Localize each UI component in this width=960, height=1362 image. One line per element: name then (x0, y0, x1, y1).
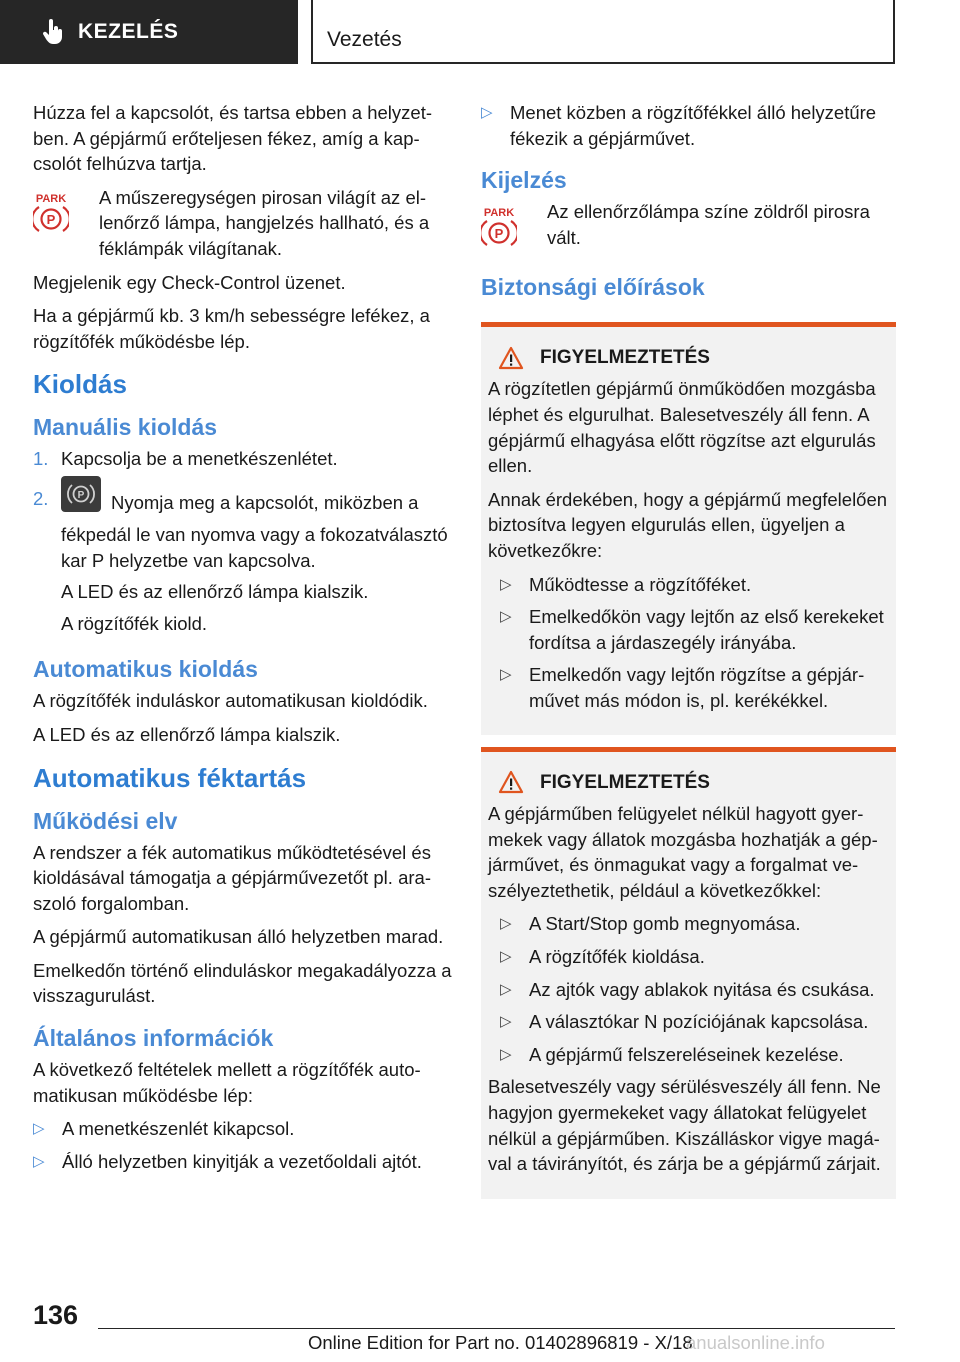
warning-box (481, 322, 896, 735)
icon-text: A műszeregységen pirosan világít az ellenőrző lámpa, hangjelzés hallható, és a féklámpák világítanak. (99, 186, 430, 259)
warning-triangle-icon (498, 346, 524, 370)
paragraph: A rögzítetlen gépjármű önműködően mozgásba léphet és elgurulhat. Balesetveszély áll fenn. A gépjármű elhagyása előtt rögzítse azt elgurulás ellen. (488, 378, 876, 477)
triangle-bullet-icon: ▷ (33, 1120, 45, 1138)
left-column (33, 100, 453, 1181)
list-item: ▷ Az ajtók vagy ablakok nyitása és csukása. (488, 977, 889, 1003)
chapter-title: Vezetés (327, 28, 402, 51)
paragraph: A rendszer a fék automatikus működtetésével és kioldásával támogatja a gépjárművezetőt pl. araszoló forgalomban. (33, 841, 431, 914)
paragraph: A gépjárműben felügyelet nélkül hagyott gyermekek vagy állatok mozgásba hozhatják a gépjárművet, és önmagukat vagy a forgalmat veszélyeztethetik, például a következőkkel: (488, 803, 878, 901)
list-item: ▷ Menet közben a rögzítőfékkel álló helyzetűre fékezik a gépjárművet. (481, 100, 896, 151)
svg-text:P: P (494, 226, 504, 242)
list-item: ▷ A menetkészenlét kikapcsol. (33, 1116, 453, 1142)
subheading-biztonsagi-eloirasok: Biztonsági előírások (481, 273, 705, 300)
triangle-bullet-icon: ▷ (33, 1152, 45, 1170)
icon-text-block (481, 199, 896, 256)
triangle-bullet-icon: ▷ (500, 980, 512, 998)
warning-box (481, 747, 896, 1199)
triangle-bullet-icon: ▷ (500, 948, 512, 966)
heading-automatikus-fektartas: Automatikus féktartás (33, 762, 307, 793)
list-item: ▷ Emelkedőkön vagy lejtőn az első kerekeket fordítsa a járdaszegély irányába. (488, 604, 889, 655)
list-item (33, 446, 453, 472)
svg-text:PARK: PARK (483, 207, 515, 220)
paragraph: A rögzítőfék induláskor automatikusan kioldódik. (33, 690, 428, 712)
park-brake-red-icon (33, 191, 69, 235)
footer-watermark: anualsonline.info (686, 1332, 825, 1353)
triangle-bullet-icon: ▷ (500, 1045, 512, 1063)
list-item (33, 486, 453, 642)
paragraph: A következő feltételek mellett a rögzítőfék automatikusan működésbe lép: (33, 1059, 421, 1106)
warning-triangle-icon (498, 770, 524, 794)
icon-text: Az ellenőrzőlámpa színe zöldről pirosra vált. (547, 201, 870, 248)
footer-edition: Online Edition for Part no. 01402896819 - X/18 (308, 1332, 693, 1353)
step-text: Nyomja meg a kapcsolót, miközben a fékpedál le van nyomva vagy a fokozatválasztó kar P helyzetbe van kapcsolva. (61, 491, 448, 571)
step-subtext: A rögzítőfék kiold. (61, 612, 208, 634)
icon-text-block (33, 185, 453, 262)
right-column (481, 100, 896, 1199)
hand-pointer-icon (42, 19, 64, 45)
triangle-bullet-icon: ▷ (481, 104, 493, 121)
warning-title: FIGYELMEZTETÉS (540, 346, 710, 368)
step-text: Kapcsolja be a menetkészenlétet. (61, 448, 338, 470)
header-chapter-tab (311, 0, 895, 64)
section-title: KEZELÉS (78, 20, 179, 43)
paragraph: Balesetveszély vagy sérülésveszély áll fenn. Ne hagyjon gyermekeket vagy állatokat felügyelet nélkül a gépjárműben. Kiszálláskor vigye magával a távirányítót, és zárja be a gépjármű zárjait. (488, 1076, 881, 1175)
subheading-kijelzes: Kijelzés (481, 167, 567, 194)
svg-text:PARK: PARK (35, 192, 67, 205)
paragraph: A gépjármű automatikusan álló helyzetben marad. (33, 926, 444, 948)
page-number: 136 (33, 1300, 79, 1330)
triangle-bullet-icon: ▷ (500, 575, 512, 593)
svg-text:P: P (46, 211, 56, 227)
paragraph: Annak érdekében, hogy a gépjármű megfelelően biztosítva legyen elgurulás ellen, ügyeljen a következőkre: (488, 488, 888, 561)
step-subtext: A LED és az ellenőrző lámpa kialszik. (61, 581, 369, 603)
list-item: ▷ Működtesse a rögzítőféket. (488, 572, 889, 598)
heading-kioldas: Kioldás (33, 369, 127, 400)
paragraph: Megjelenik egy Check-Control üzenet. (33, 271, 346, 293)
list-item: ▷ Álló helyzetben kinyitják a vezetőoldali ajtót. (33, 1149, 453, 1175)
paragraph: A LED és az ellenőrző lámpa kialszik. (33, 723, 341, 745)
triangle-bullet-icon: ▷ (500, 666, 512, 684)
parking-brake-button-icon (61, 476, 101, 512)
list-item: ▷ Emelkedőn vagy lejtőn rögzítse a gépjárművet más módon is, pl. kerékékkel. (488, 662, 889, 713)
triangle-bullet-icon: ▷ (500, 1013, 512, 1031)
svg-text:P: P (77, 489, 85, 501)
park-brake-red-icon (481, 205, 517, 249)
header-section-tab (0, 0, 298, 64)
subheading-altalanos-informaciok: Általános információk (33, 1025, 274, 1052)
footer-divider (98, 1328, 895, 1329)
triangle-bullet-icon: ▷ (500, 915, 512, 933)
warning-title: FIGYELMEZTETÉS (540, 771, 710, 793)
list-item: ▷ A rögzítőfék kioldása. (488, 944, 889, 970)
paragraph: Ha a gépjármű kb. 3 km/h sebességre lefékez, a rögzítőfék működésbe lép. (33, 305, 430, 352)
triangle-bullet-icon: ▷ (500, 608, 512, 626)
subheading-mukodesi-elv: Működési elv (33, 807, 178, 834)
subheading-automatikus-kioldas: Automatikus kioldás (33, 656, 258, 683)
step-number: 1. (33, 448, 49, 470)
list-item: ▷ A választókar N pozíciójának kapcsolása. (488, 1009, 889, 1035)
list-item: ▷ A Start/Stop gomb megnyomása. (488, 911, 889, 937)
subheading-manualis-kioldas: Manuális kioldás (33, 414, 218, 441)
step-number: 2. (33, 487, 49, 509)
list-item: ▷ A gépjármű felszereléseinek kezelése. (488, 1042, 889, 1068)
paragraph: Emelkedőn történő elinduláskor megakadályozza a visszagurulást. (33, 959, 452, 1007)
paragraph: Húzza fel a kapcsolót, és tartsa ebben a helyzetben. A gépjármű erőteljesen fékez, amíg a kapcsolót felhúzva tartja. (33, 102, 433, 175)
